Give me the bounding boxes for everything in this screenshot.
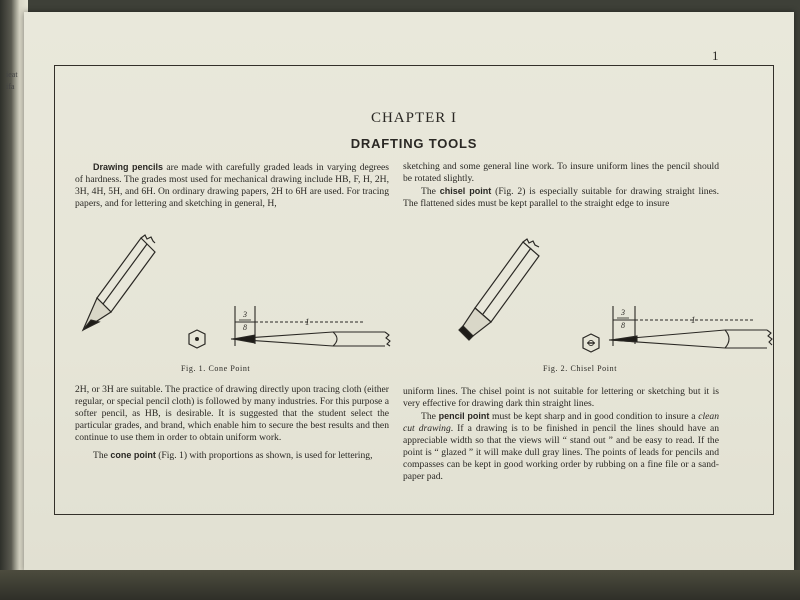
term-cone-point: cone point [110, 450, 156, 460]
figure-2-caption: Fig. 2. Chisel Point [543, 364, 618, 373]
book-cover-bottom [0, 570, 800, 600]
section-heading: DRAFTING TOOLS [350, 136, 478, 151]
dimension-denominator: 8 [621, 321, 625, 330]
dimension-numerator: 3 [621, 308, 625, 317]
figure-1-caption: Fig. 1. Cone Point [181, 364, 251, 373]
paragraph-text: are made with carefully graded leads in varying degrees of hardness. The grades most used for mechanical drawing include HB, F, H, 2H, 3H, 4H, 5H, and 6H. On ordinary drawing papers, 2H to 6H are used. For tracing papers, and for lettering and sketching in general, H, [75, 162, 389, 209]
paragraph: The pencil point must be kept sharp and in good condition to insure a clean cut drawing. If a drawing is to be finished in pencil the lines should have an appreciable width so that the views will “ stand out ” and be easy to read. If the point is “ glazed ” it will make dull gray lines. The points of leads for pencils and compasses can be kept in good working order by rubbing on a fine file or a sand-paper pad. [403, 411, 719, 482]
pencil-illustration [459, 239, 539, 340]
paragraph: The cone point (Fig. 1) with proportions as shown, is used for lettering, [93, 450, 373, 461]
emphasis-clean-cut-drawing: clean cut drawing [403, 411, 719, 434]
paragraph: The chisel point (Fig. 2) is especially suitable for drawing straight lines. The flattened sides must be kept parallel to the straight edge to insure [403, 186, 719, 209]
paragraph: uniform lines. The chisel point is not suitable for lettering or sketching but it is very effective for drawing dark thin straight lines. [403, 386, 719, 409]
paragraph: 2H, or 3H are suitable. The practice of drawing directly upon tracing cloth (either regular, or special pencil cloth) is followed by many industries. For this purpose a softer pencil, as HB, is desirable. It is suggested that the student select the particular grades, and brand, which enable him to secure the best results and then continue to use them in order to obtain uniform work. [75, 384, 389, 443]
chapter-heading: CHAPTER I [370, 110, 458, 126]
hexagon-end-view [189, 330, 205, 348]
figure-2-chisel-point [415, 226, 775, 366]
term-pencil-point: pencil point [438, 411, 490, 421]
dimension-length-label: 1 [691, 315, 696, 325]
dimension-numerator: 3 [243, 310, 247, 319]
term-chisel-point: chisel point [439, 186, 492, 196]
figure-1-cone-point [55, 226, 405, 366]
dimension-length-label: 1 [305, 317, 310, 327]
text-column-top-left [75, 161, 389, 210]
chisel-point-side-view [609, 306, 772, 348]
hexagon-end-view [583, 334, 599, 352]
text-column-bottom-left [75, 384, 389, 462]
previous-page-text-fragment: ifa [6, 82, 15, 91]
text-column-top-right [403, 161, 719, 210]
paragraph: sketching and some general line work. To insure uniform lines the pencil should be rotated slightly. [403, 161, 719, 184]
term-drawing-pencils: Drawing pencils [93, 162, 164, 172]
previous-page-text-fragment: ieat [6, 70, 18, 79]
page-border-frame [54, 65, 774, 515]
paragraph [75, 161, 389, 210]
cone-point-side-view [231, 306, 390, 346]
dimension-denominator: 8 [243, 323, 247, 332]
page-number: 1 [712, 48, 719, 63]
pencil-illustration [83, 235, 155, 330]
text-column-bottom-right [403, 386, 719, 483]
book-page [24, 12, 794, 572]
